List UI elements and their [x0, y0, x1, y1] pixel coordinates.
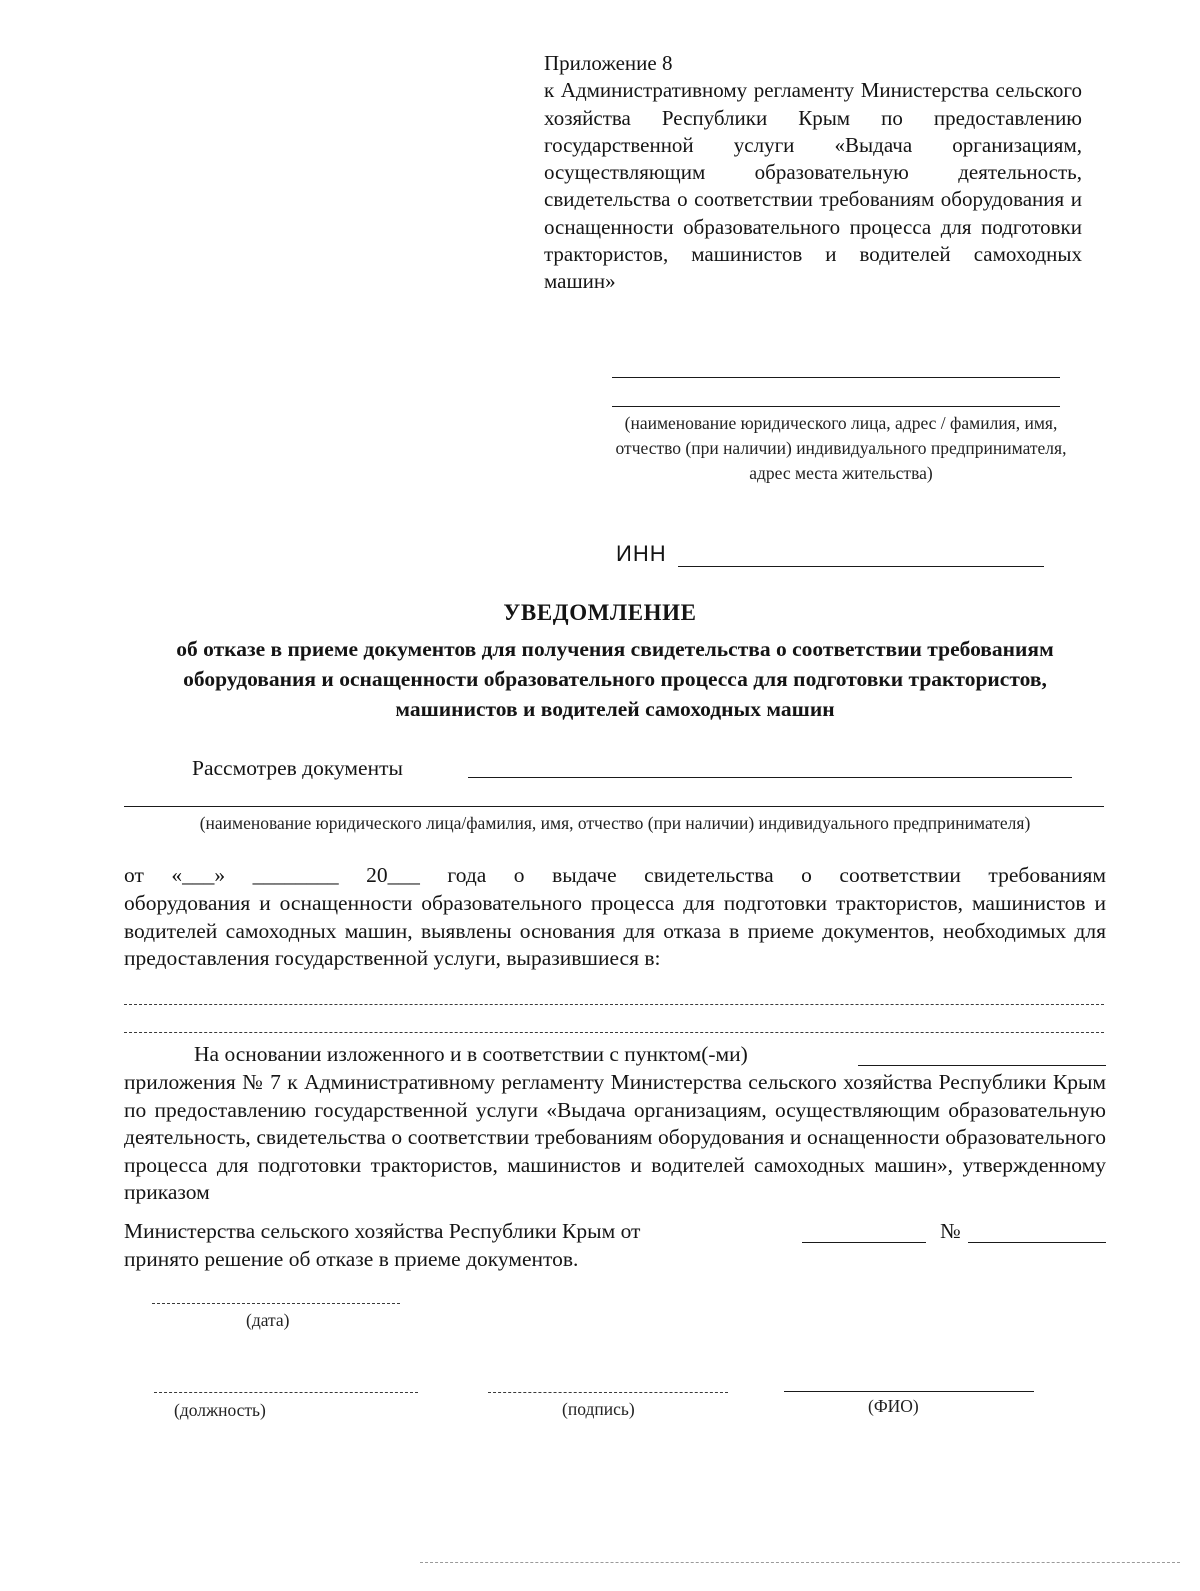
appendix-header [544, 50, 1082, 296]
date-caption: (дата) [246, 1310, 290, 1330]
inn-label: ИНН [616, 541, 667, 566]
order-number-sign: № [940, 1219, 961, 1243]
appendix-title: Приложение 8 [544, 51, 673, 75]
recipient-caption: (наименование юридического лица, адрес / фамилия, имя, отчество (при наличии) индивидуального предпринимателя, адрес места жительства) [615, 413, 1067, 483]
name-caption: (ФИО) [868, 1396, 919, 1416]
bottom-artifact-line [420, 1562, 1180, 1563]
inn-field-line [678, 566, 1044, 567]
notice-title: УВЕДОМЛЕНИЕ [503, 600, 697, 625]
reviewed-label: Рассмотрев документы [192, 756, 403, 780]
position-caption: (должность) [174, 1400, 266, 1420]
paragraph-2-body: приложения № 7 к Административному регламенту Министерства сельского хозяйства Республики Крым по предоставлению государственной услуги «Выдача организациям, осуществляющим образовательную деятельность, свидетельства о соответствии требованиям оборудования и оснащенности образовательного процесса для подготовки трактористов, машинистов и водителей самоходных машин», утвержденному приказом [124, 1070, 1106, 1205]
paragraph-2-end: принято решение об отказе в приеме документов. [124, 1247, 579, 1271]
recipient-line-1 [612, 377, 1060, 378]
position-line [154, 1392, 418, 1393]
paragraph-1-body: оборудования и оснащенности образовательного процесса для подготовки трактористов, машинистов и водителей самоходных машин, выявлены основания для отказа в приеме документов, необходимых для предоставления государственной услуги, выразившиеся в: [124, 891, 1106, 971]
paragraph-2-first-line: На основании изложенного и в соответствии с пунктом(-ми) [194, 1042, 748, 1066]
name-line [784, 1391, 1034, 1392]
reviewed-field-line [468, 777, 1072, 778]
applicant-caption: (наименование юридического лица/фамилия, имя, отчество (при наличии) индивидуального предпринимателя) [199, 813, 1031, 833]
order-number-line [968, 1242, 1106, 1243]
order-date-line [802, 1242, 926, 1243]
applicant-line [124, 806, 1104, 807]
notice-subtitle: об отказе в приеме документов для получения свидетельства о соответствии требованиям оборудования и оснащенности образовательного процесса для подготовки трактористов, машинистов и водителей самоходных машин [176, 637, 1054, 721]
reasons-line-2 [124, 1032, 1104, 1033]
signature-caption: (подпись) [562, 1399, 635, 1419]
clause-field-line [858, 1065, 1106, 1066]
paragraph-2-order-line: Министерства сельского хозяйства Республики Крым от [124, 1219, 641, 1243]
signature-line [488, 1392, 728, 1393]
recipient-line-2 [612, 406, 1060, 407]
appendix-body: к Административному регламенту Министерства сельского хозяйства Республики Крым по предоставлению государственной услуги «Выдача организациям, осуществляющим образовательную деятельность, свидетельства о соответствии требованиям оборудования и оснащенности образовательного процесса для подготовки трактористов, машинистов и водителей самоходных машин» [544, 78, 1082, 294]
paragraph-1-first-line: от «___» ________ 20___ года о выдаче свидетельства о соответствии требованиям [124, 863, 1106, 887]
date-line [152, 1303, 400, 1304]
reasons-line-1 [124, 1004, 1104, 1005]
